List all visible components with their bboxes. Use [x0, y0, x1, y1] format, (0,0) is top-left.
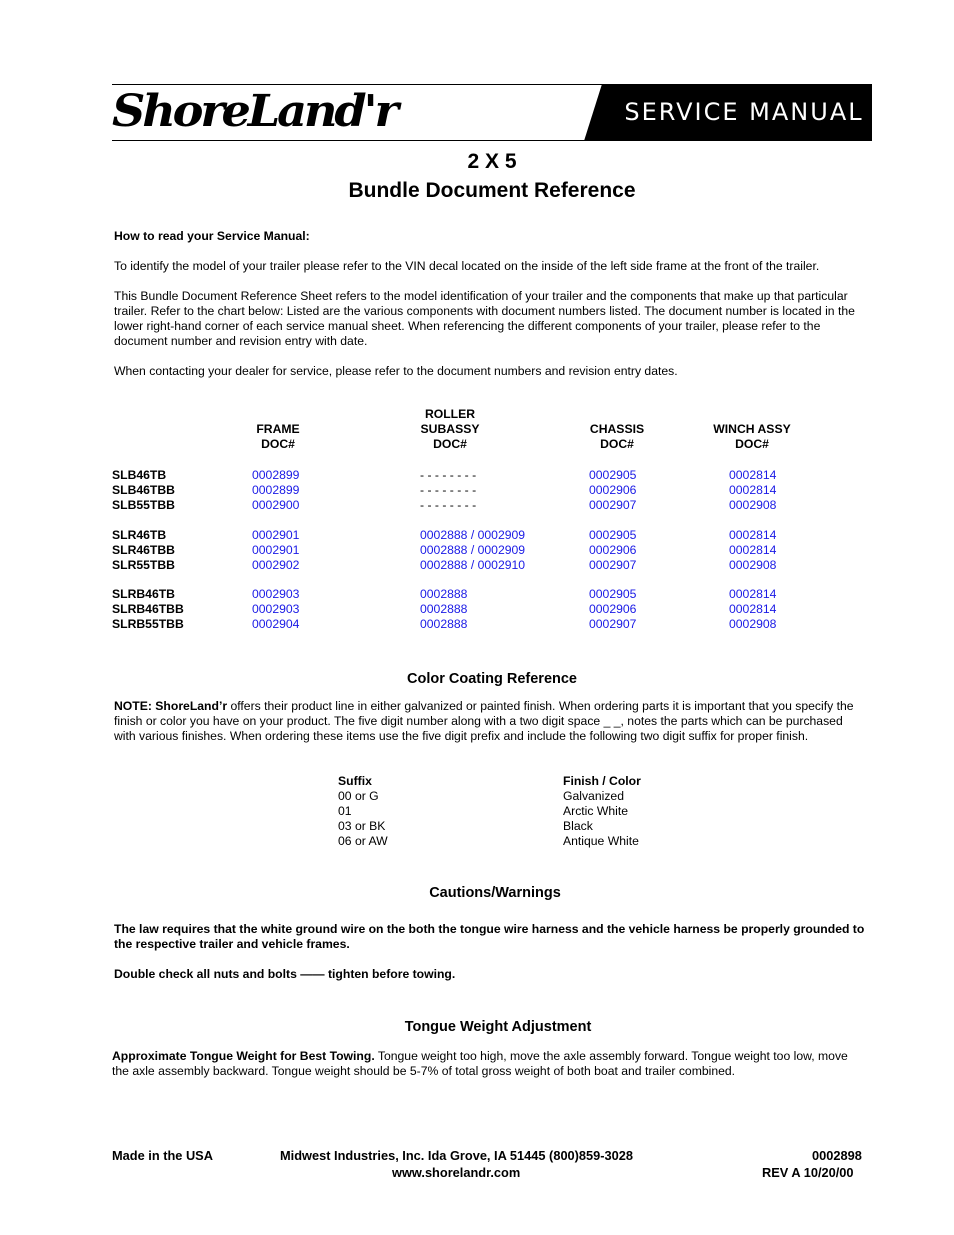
- intro-paragraph-3: When contacting your dealer for service, please refer to the document numbers and revision entry dates.: [114, 364, 678, 378]
- col-header-winch-line2: DOC#: [735, 437, 769, 451]
- footer-company: Midwest Industries, Inc. Ida Grove, IA 51445 (800)859-3028: [280, 1148, 634, 1163]
- page-title-line2: Bundle Document Reference: [348, 179, 636, 202]
- footer-doc-number: 0002898: [812, 1148, 862, 1163]
- cautions-heading: Cautions/Warnings: [429, 885, 561, 901]
- roller-doc-cell: - - - - - - - -: [420, 498, 477, 512]
- suffix-value: 03 or BK: [338, 819, 386, 833]
- footer-revision: REV A 10/20/00: [762, 1165, 854, 1180]
- winch-doc-link[interactable]: 0002814: [729, 528, 777, 542]
- frame-doc-link[interactable]: 0002901: [252, 543, 300, 557]
- roller-doc-cell: - - - - - - - -: [420, 468, 477, 482]
- intro-heading: How to read your Service Manual:: [114, 229, 310, 243]
- col-header-frame-line2: DOC#: [261, 437, 295, 451]
- table-row-model: SLR46TB: [112, 528, 167, 542]
- suffix-value: 06 or AW: [338, 834, 388, 848]
- note-text: offers their product line in either galvanized or painted finish. When ordering parts it is important that you specify the finish or color you have on your product. The five digit number along with a two digit space _ _, notes the parts which can be purchased with various finishes. When ordering these items use the five digit prefix and include the following two digit suffix for proper finish.: [114, 699, 854, 743]
- winch-doc-link[interactable]: 0002814: [729, 587, 777, 601]
- winch-doc-link[interactable]: 0002908: [729, 558, 777, 572]
- shorelandr-logo: ShoreLand'r: [112, 86, 396, 137]
- frame-doc-link[interactable]: 0002900: [252, 498, 300, 512]
- tongue-weight-paragraph: [112, 1049, 857, 1079]
- col-header-winch: [692, 422, 812, 452]
- table-row-model: SLRB46TB: [112, 587, 175, 601]
- chassis-doc-link[interactable]: 0002905: [589, 528, 637, 542]
- col-header-chassis: [567, 422, 667, 452]
- winch-doc-link[interactable]: 0002814: [729, 543, 777, 557]
- suffix-header: Suffix: [338, 774, 372, 788]
- chassis-doc-link[interactable]: 0002905: [589, 468, 637, 482]
- winch-doc-link[interactable]: 0002814: [729, 602, 777, 616]
- finish-value: Arctic White: [563, 804, 629, 818]
- cautions-paragraph-1: The law requires that the white ground wire on the both the tongue wire harness and the vehicle harness be properly grounded to the respective trailer and vehicle frames.: [114, 922, 865, 951]
- roller-doc-link[interactable]: 0002888 / 0002910: [420, 558, 526, 572]
- chassis-doc-link[interactable]: 0002907: [589, 558, 637, 572]
- frame-doc-link[interactable]: 0002904: [252, 617, 300, 631]
- footer-website[interactable]: www.shorelandr.com: [392, 1165, 521, 1180]
- winch-doc-link[interactable]: 0002814: [729, 483, 777, 497]
- chassis-doc-link[interactable]: 0002906: [589, 543, 637, 557]
- table-row-model: SLRB55TBB: [112, 617, 184, 631]
- frame-doc-link[interactable]: 0002903: [252, 587, 300, 601]
- roller-doc-link[interactable]: 0002888 / 0002909: [420, 528, 526, 542]
- col-header-roller-line2: SUBASSY: [420, 422, 480, 436]
- chassis-doc-link[interactable]: 0002905: [589, 587, 637, 601]
- frame-doc-link[interactable]: 0002901: [252, 528, 300, 542]
- frame-doc-link[interactable]: 0002902: [252, 558, 300, 572]
- finish-value: Antique White: [563, 834, 639, 848]
- roller-doc-link[interactable]: 0002888: [420, 602, 468, 616]
- tongue-weight-heading: Tongue Weight Adjustment: [404, 1019, 592, 1035]
- finish-value: Black: [563, 819, 593, 833]
- chassis-doc-link[interactable]: 0002907: [589, 617, 637, 631]
- intro-paragraph-2: This Bundle Document Reference Sheet refers to the model identification of your trailer and the components that make up that particular trailer. Refer to the chart below: Listed are the various components with document numbers listed. The document number is located in the lower right-hand corner of each service manual sheet. When referencing the different components of your trailer, please refer to the document number and revision entry with date.: [114, 289, 855, 348]
- intro-paragraph-1: To identify the model of your trailer please refer to the VIN decal located on the inside of the left side frame at the front of the trailer.: [114, 259, 820, 273]
- table-row-model: SLRB46TBB: [112, 602, 184, 616]
- color-coating-heading: Color Coating Reference: [407, 671, 577, 687]
- roller-doc-link[interactable]: 0002888: [420, 617, 468, 631]
- winch-doc-link[interactable]: 0002908: [729, 498, 777, 512]
- footer-made-in: Made in the USA: [112, 1148, 213, 1163]
- finish-header: Finish / Color: [563, 774, 641, 788]
- chassis-doc-link[interactable]: 0002906: [589, 602, 637, 616]
- note-label: NOTE: ShoreLand’r: [114, 699, 228, 713]
- winch-doc-link[interactable]: 0002814: [729, 468, 777, 482]
- col-header-roller-line3: DOC#: [433, 437, 467, 451]
- frame-doc-link[interactable]: 0002899: [252, 483, 300, 497]
- frame-doc-link[interactable]: 0002903: [252, 602, 300, 616]
- chassis-doc-link[interactable]: 0002907: [589, 498, 637, 512]
- table-row-model: SLR46TBB: [112, 543, 175, 557]
- roller-doc-cell: - - - - - - - -: [420, 483, 477, 497]
- tongue-weight-text: Tongue weight too high, move the axle assembly forward. Tongue weight too low, move the axle assembly backward. Tongue weight should be 5-7% of total gross weight of both boat and trailer combined.: [112, 1049, 848, 1078]
- cautions-paragraph-2: Double check all nuts and bolts —— tighten before towing.: [114, 967, 456, 981]
- col-header-roller-line1: ROLLER: [424, 407, 476, 421]
- chassis-doc-link[interactable]: 0002906: [589, 483, 637, 497]
- col-header-frame-line1: FRAME: [256, 422, 300, 436]
- roller-doc-link[interactable]: 0002888 / 0002909: [420, 543, 526, 557]
- tongue-weight-label: Approximate Tongue Weight for Best Towing.: [112, 1049, 375, 1063]
- table-row-model: SLB55TBB: [112, 498, 175, 512]
- frame-doc-link[interactable]: 0002899: [252, 468, 300, 482]
- col-header-frame: [228, 422, 328, 452]
- col-header-chassis-line2: DOC#: [600, 437, 634, 451]
- winch-doc-link[interactable]: 0002908: [729, 617, 777, 631]
- finish-value: Galvanized: [563, 789, 624, 803]
- page-title-line1: 2 X 5: [467, 150, 517, 173]
- table-row-model: SLB46TB: [112, 468, 167, 482]
- col-header-winch-line1: WINCH ASSY: [713, 422, 791, 436]
- suffix-value: 00 or G: [338, 789, 379, 803]
- banner-label: SERVICE MANUAL: [624, 98, 864, 126]
- table-row-model: SLR55TBB: [112, 558, 175, 572]
- col-header-chassis-line1: CHASSIS: [589, 422, 645, 436]
- color-coating-note: [114, 699, 864, 744]
- service-manual-banner: [580, 84, 872, 141]
- roller-doc-link[interactable]: 0002888: [420, 587, 468, 601]
- suffix-value: 01: [338, 804, 352, 818]
- col-header-roller: [400, 407, 500, 452]
- table-row-model: SLB46TBB: [112, 483, 175, 497]
